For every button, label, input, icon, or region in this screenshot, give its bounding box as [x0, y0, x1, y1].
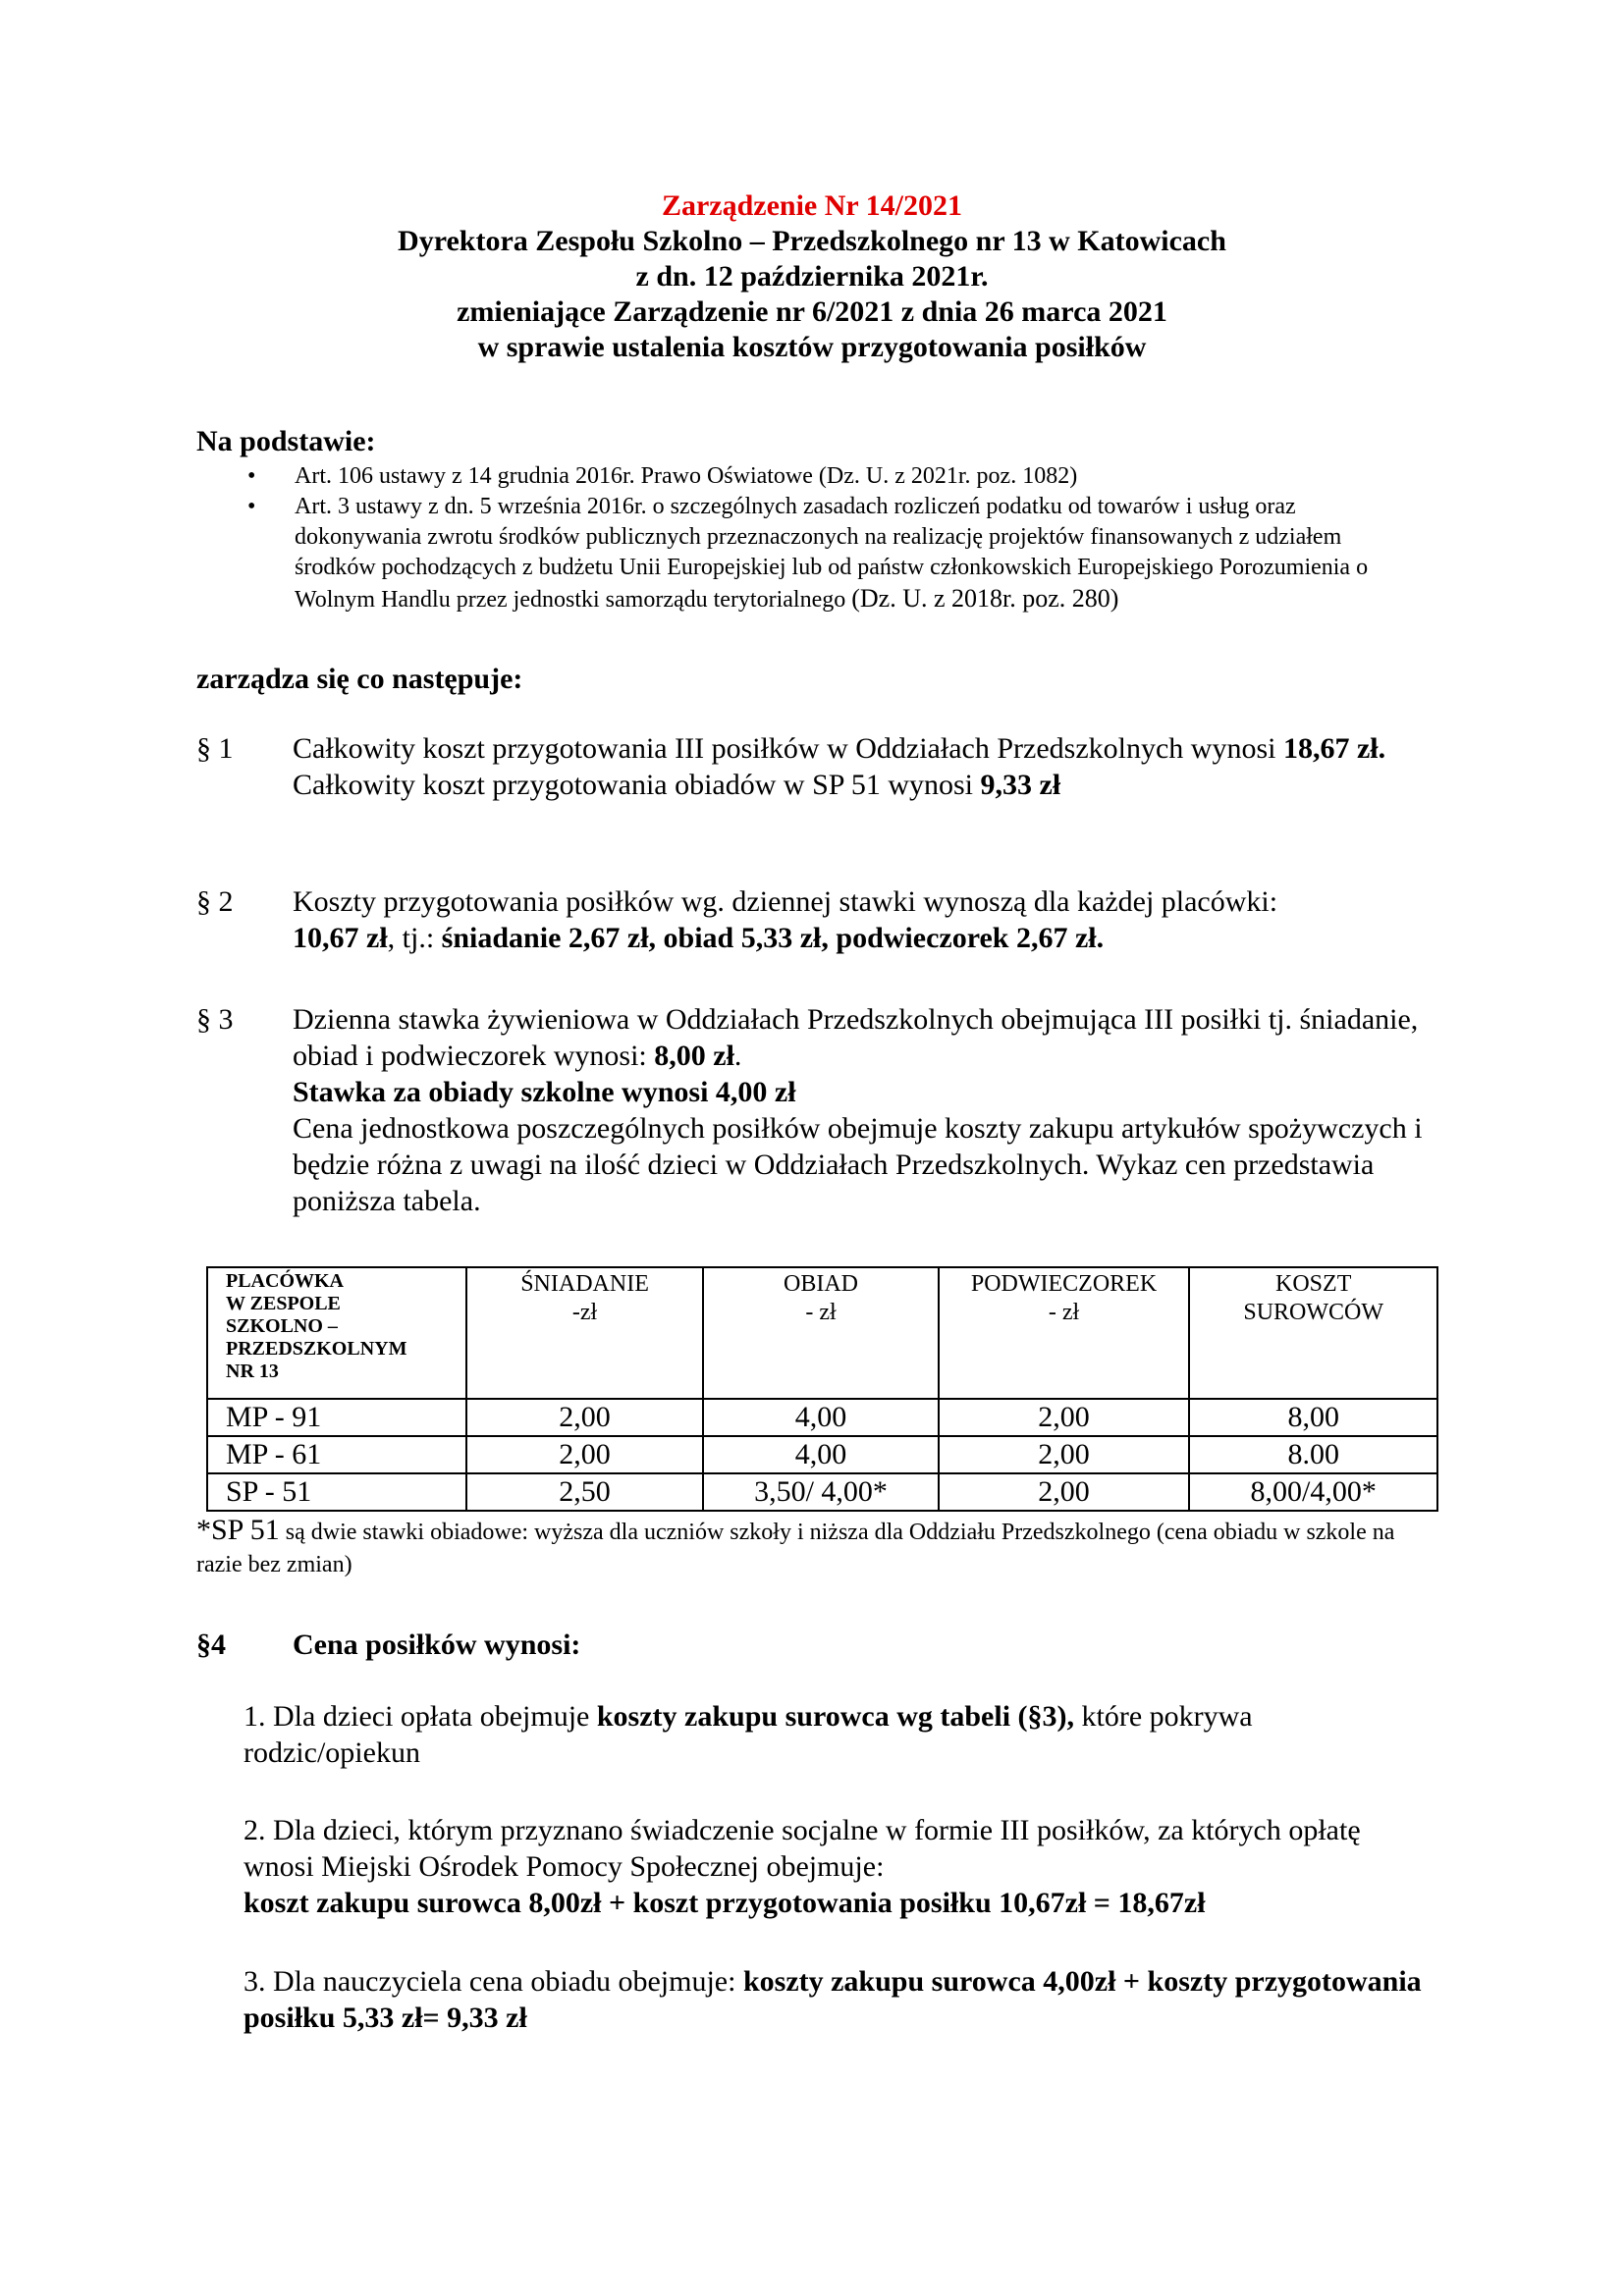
table-cell: 2,00 [466, 1399, 704, 1436]
header-facility [207, 1267, 466, 1399]
item-1-bold: koszty zakupu surowca wg tabeli (§3), [596, 1700, 1075, 1733]
header-line: SZKOLNO – [226, 1315, 338, 1337]
table-cell: 8,00/4,00* [1189, 1473, 1437, 1511]
table-cell: MP - 61 [207, 1436, 466, 1473]
header-line-2: z dn. 12 października 2021r. [635, 260, 989, 293]
decree-line: zarządza się co następuje: [196, 663, 523, 695]
header-line: PLACÓWKA [226, 1270, 344, 1292]
paragraph-body [293, 1001, 1471, 1219]
basis-item-citation: (Dz. U. z 2018r. poz. 280) [851, 584, 1119, 613]
table-cell: SP - 51 [207, 1473, 466, 1511]
p3-text-a: Dzienna stawka żywieniowa w Oddziałach Przedszkolnych obejmująca III posiłki tj. śniadanie, obiad i podwieczorek wynosi: [293, 1003, 1419, 1072]
paragraph-number: § 2 [196, 885, 234, 918]
document-header [0, 188, 1624, 365]
basis-item-text: Art. 106 ustawy z 14 grudnia 2016r. Prawo Oświatowe (Dz. U. z 2021r. poz. 1082) [295, 463, 1078, 489]
header-raw-cost [1189, 1267, 1437, 1399]
item-3-text: 3. Dla nauczyciela cena obiadu obejmuje: [244, 1965, 743, 1998]
table-row [207, 1399, 1437, 1436]
p3-amount: 8,00 zł [654, 1040, 734, 1072]
table-header-row [207, 1267, 1437, 1399]
p1-amount-a: 18,67 zł. [1282, 732, 1386, 765]
header-line: -zł [571, 1300, 598, 1325]
table-cell: 4,00 [703, 1399, 938, 1436]
p2-text-b: , tj.: [387, 922, 442, 954]
table-cell: 4,00 [703, 1436, 938, 1473]
table-cell: 8.00 [1189, 1436, 1437, 1473]
price-item-2 [244, 1812, 1422, 1921]
basis-item [247, 461, 1426, 492]
table-footnote [196, 1514, 1414, 1581]
header-line: - zł [805, 1300, 837, 1325]
p1-amount-b: 9,33 zł [980, 769, 1061, 801]
item-1-text-b: które pokrywa rodzic/opiekun [244, 1700, 1253, 1769]
header-line: - zł [1048, 1300, 1080, 1325]
p1-text-b: Całkowity koszt przygotowania obiadów w SP 51 wynosi [293, 769, 981, 801]
paragraph-body [293, 883, 1471, 956]
item-2-text: 2. Dla dzieci, którym przyznano świadczenie socjalne w formie III posiłków, za których opłatę wnosi Miejski Ośrodek Pomocy Społecznej obejmuje: [244, 1814, 1361, 1883]
basis-item [247, 492, 1426, 615]
footnote-text: są dwie stawki obiadowe: wyższa dla uczniów szkoły i niższa dla Oddziału Przedszkolnego (cena obiadu w szkole na razie bez zmian) [196, 1520, 1395, 1577]
item-2-bold: koszt zakupu surowca 8,00zł + koszt przygotowania posiłku 10,67zł = 18,67zł [244, 1887, 1206, 1919]
paragraph-body [293, 730, 1471, 803]
table-row [207, 1436, 1437, 1473]
basis-title: Na podstawie: [196, 425, 376, 457]
header-line: SUROWCÓW [1243, 1300, 1384, 1325]
p3-text-a-end: . [733, 1040, 742, 1072]
header-line: ŚNIADANIE [520, 1271, 649, 1297]
header-line-1: Dyrektora Zespołu Szkolno – Przedszkolnego nr 13 w Katowicach [398, 225, 1226, 257]
table-cell: 2,00 [466, 1436, 704, 1473]
header-line: PODWIECZOREK [970, 1271, 1158, 1297]
basis-list [247, 461, 1426, 615]
header-line-3: zmieniające Zarządzenie nr 6/2021 z dnia 26 marca 2021 [457, 295, 1167, 328]
p2-text-a: Koszty przygotowania posiłków wg. dziennej stawki wynoszą dla każdej placówki: [293, 885, 1278, 918]
paragraph-4-heading [196, 1628, 581, 1663]
table-cell: 2,00 [939, 1399, 1190, 1436]
header-line-4: w sprawie ustalenia kosztów przygotowania posiłków [477, 331, 1147, 363]
header-lunch [703, 1267, 938, 1399]
p1-text-a: Całkowity koszt przygotowania III posiłków w Oddziałach Przedszkolnych wynosi [293, 732, 1283, 765]
p3-school-rate: Stawka za obiady szkolne wynosi 4,00 zł [293, 1076, 796, 1108]
item-1-text-a: 1. Dla dzieci opłata obejmuje [244, 1700, 597, 1733]
paragraph-4-title: Cena posiłków wynosi: [293, 1629, 581, 1661]
header-line: KOSZT [1275, 1271, 1352, 1297]
table-cell: MP - 91 [207, 1399, 466, 1436]
table-cell: 2,00 [939, 1436, 1190, 1473]
table-row [207, 1473, 1437, 1511]
paragraph-number: § 3 [196, 1003, 234, 1036]
table-cell: 2,00 [939, 1473, 1190, 1511]
prices-table [206, 1266, 1438, 1512]
item-3-bold: koszty zakupu surowca 4,00zł + koszty przygotowania posiłku 5,33 zł= 9,33 zł [244, 1965, 1422, 2034]
price-item-3 [244, 1963, 1422, 2036]
paragraph-number: §4 [196, 1629, 226, 1661]
table-cell: 3,50/ 4,00* [703, 1473, 938, 1511]
header-line: NR 13 [226, 1361, 279, 1382]
paragraph-number: § 1 [196, 732, 234, 765]
price-item-1 [244, 1698, 1422, 1771]
header-line: W ZESPOLE [226, 1293, 341, 1314]
footnote-lead: *SP 51 [196, 1514, 280, 1546]
table-cell: 2,50 [466, 1473, 704, 1511]
header-line: OBIAD [783, 1271, 858, 1297]
basis-item-text: Art. 3 ustawy z dn. 5 września 2016r. o szczególnych zasadach rozliczeń podatku od towarów i usług oraz dokonywania zwrotu środków publicznych przeznaczonych na realizację projektów finansowanych z udziałem środków pochodzących z budżetu Unii Europejskiej lub od państw członkowskich Europejskiego Porozumienia o Wolnym Handlu przez jednostki samorządu terytorialnego [295, 494, 1369, 613]
table-cell: 8,00 [1189, 1399, 1437, 1436]
order-title: Zarządzenie Nr 14/2021 [661, 189, 963, 222]
header-breakfast [466, 1267, 704, 1399]
bullet-icon: • [247, 463, 256, 489]
p2-breakdown: śniadanie 2,67 zł, obiad 5,33 zł, podwieczorek 2,67 zł. [441, 922, 1105, 954]
header-line: PRZEDSZKOLNYM [226, 1338, 407, 1360]
p3-text-c: Cena jednostkowa poszczególnych posiłków obejmuje koszty zakupu artykułów spożywczych i będzie różna z uwagi na ilość dzieci w Oddziałach Przedszkolnych. Wykaz cen przedstawia poniższa tabela. [293, 1112, 1423, 1217]
bullet-icon: • [247, 494, 256, 519]
header-snack [939, 1267, 1190, 1399]
p2-amount: 10,67 zł [293, 922, 388, 954]
